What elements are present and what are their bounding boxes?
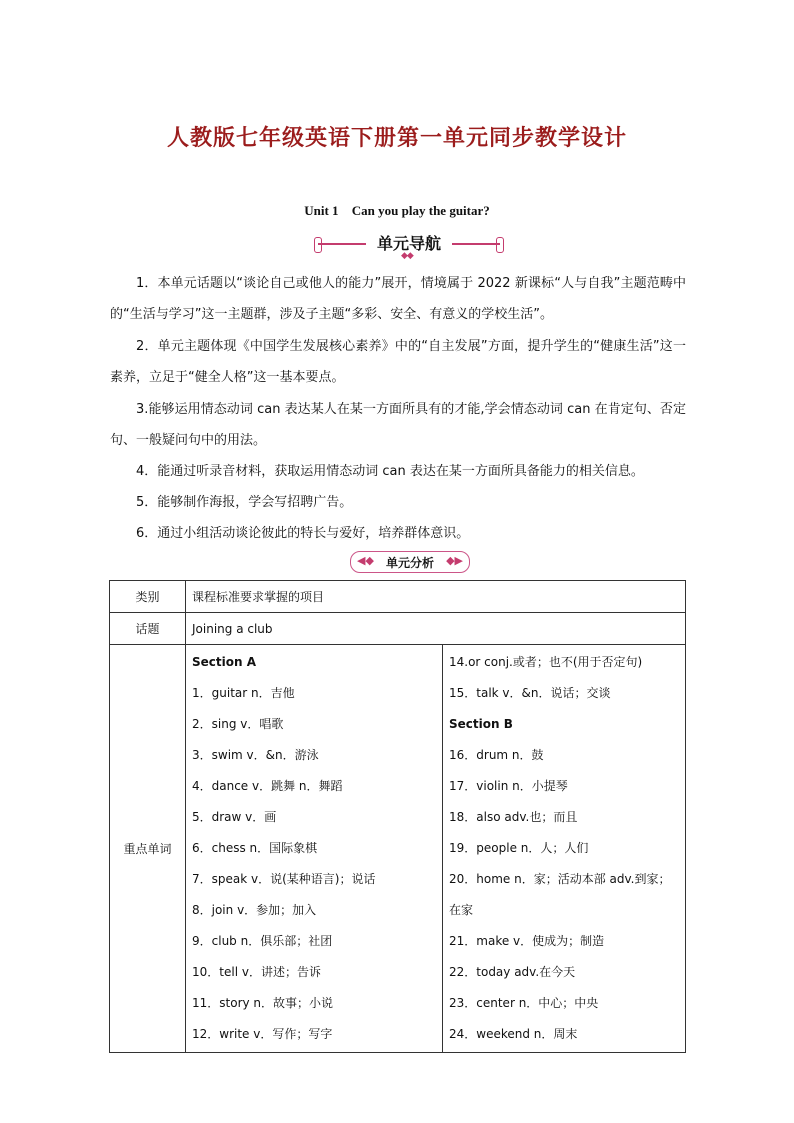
section-b-heading: Section B [449,717,513,731]
vocab-item: 19．people n．人；人们 [449,841,589,855]
vocab-item: 17．violin n．小提琴 [449,779,568,793]
vocab-item: 24．weekend n．周末 [449,1027,578,1041]
unit-heading [0,203,794,219]
vocab-item: 10．tell v．讲述；告诉 [192,965,321,979]
vocab-item: 14.or conj.或者；也不(用于否定句) [449,655,643,669]
objective-paragraph-1: 1．本单元话题以“谈论自己或他人的能力”展开，情境属于 2022 新课标“人与自我”主题范畴中的“生活与学习”这一主题群，涉及子主题“多彩、安全、有意义的学校生活”。 [110,276,686,322]
objective-paragraph-5: 5．能够制作海报，学会写招聘广告。 [136,495,353,510]
vocab-item: 9．club n．俱乐部；社团 [192,934,333,948]
objective-paragraph-3: 3.能够运用情态动词 can 表达某人在某一方面所具有的才能,学会情态动词 can 在肯定句、否定句、一般疑问句中的用法。 [110,402,686,448]
objective-paragraph-4: 4．能通过听录音材料，获取运用情态动词 can 表达在某一方面所具备能力的相关信息。 [136,464,644,479]
unit-analysis-table [109,580,686,1053]
vocab-left-column [186,645,443,1053]
vocab-item: 11．story n．故事；小说 [192,996,334,1010]
table-header-row [110,581,686,613]
vocab-item: 2．sing v．唱歌 [192,717,284,731]
vocab-item: 6．chess n．国际象棋 [192,841,318,855]
vocab-item: 7．speak v．说(某种语言)；说话 [192,872,376,886]
vocab-item: 22．today adv.在今天 [449,965,576,979]
unit-analysis-badge [350,551,470,573]
objective-paragraph-2: 2．单元主题体现《中国学生发展核心素养》中的“自主发展”方面，提升学生的“健康生活”这一素养，立足于“健全人格”这一基本要点。 [110,339,686,385]
topic-value: Joining a club [186,613,686,645]
left-arrow-ornament-icon: ◀◆ [357,554,374,567]
vocab-item: 5．draw v．画 [192,810,277,824]
vocab-label: 重点单词 [110,645,186,1053]
topic-row [110,613,686,645]
right-arrow-ornament-icon: ◆▶ [446,554,463,567]
banner-right-line [452,243,500,245]
vocab-right-column [443,645,686,1053]
vocab-item: 21．make v．使成为；制造 [449,934,605,948]
header-category: 类别 [110,581,186,613]
vocabulary-row [110,645,686,1053]
vocab-item: 16．drum n．鼓 [449,748,544,762]
unit-label: Unit 1 [304,203,339,218]
vocab-item: 3．swim v．&n．游泳 [192,748,319,762]
objective-paragraph-6: 6．通过小组活动谈论彼此的特长与爱好，培养群体意识。 [136,526,470,541]
analysis-heading: 单元分析 [385,556,434,570]
diamond-ornament-icon: ◆◆ [401,251,413,261]
vocab-item: 8．join v．参加；加入 [192,903,317,917]
vocab-item: 15．talk v．&n．说话；交谈 [449,686,611,700]
vocab-item: 20．home n．家；活动本部 adv.到家；在家 [449,872,671,917]
nav-heading: 单元导航 [376,234,441,253]
unit-navigation-banner [314,229,504,261]
vocab-item: 4．dance v．跳舞 n．舞蹈 [192,779,343,793]
banner-right-cap-icon [496,237,504,253]
vocab-item: 23．center n．中心；中央 [449,996,599,1010]
topic-label: 话题 [110,613,186,645]
header-requirement: 课程标准要求掌握的项目 [186,581,686,613]
vocab-item: 12．write v．写作；写字 [192,1027,333,1041]
document-title: 人教版七年级英语下册第一单元同步教学设计 [166,125,627,151]
section-a-heading: Section A [192,655,256,669]
vocab-item: 1．guitar n．吉他 [192,686,295,700]
unit-title: Can you play the guitar? [351,203,490,218]
vocab-item: 18．also adv.也；而且 [449,810,578,824]
